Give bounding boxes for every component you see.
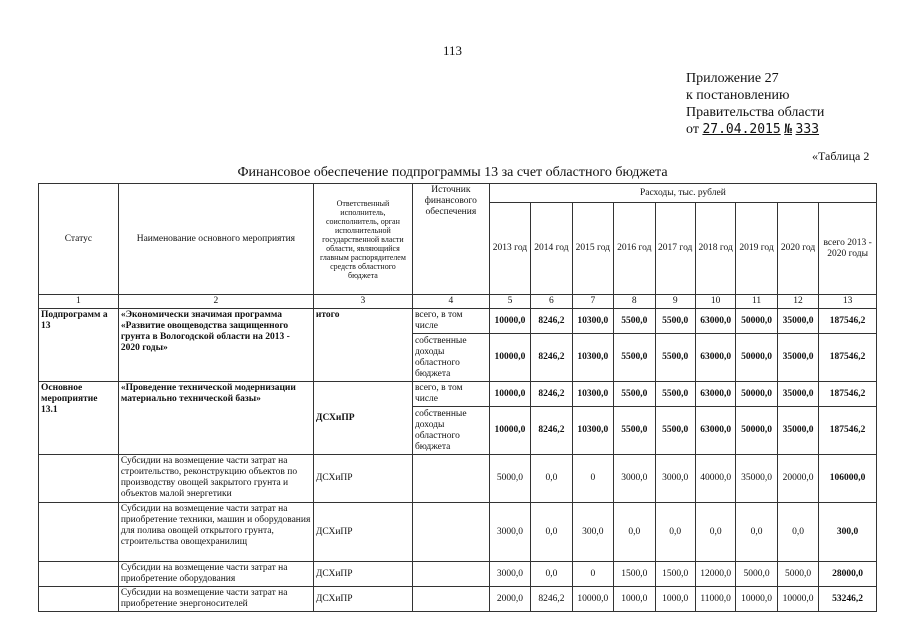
empty-status-cell — [39, 455, 119, 503]
value-cell: 5500,0 — [655, 382, 695, 407]
header-year: 2017 год — [655, 203, 695, 295]
header-year: 2018 год — [695, 203, 735, 295]
value-cell: 0,0 — [655, 503, 695, 562]
total-cell: 300,0 — [819, 503, 877, 562]
page-number: 113 — [442, 43, 463, 58]
value-cell: 10300,0 — [572, 407, 613, 455]
header-year: 2014 год — [531, 203, 572, 295]
subsidy-name-cell: Субсидии на возмещение части затрат на приобретение техники, машин и оборудования для полива овощей открытого грунта, строительства овощехранилищ — [118, 503, 313, 562]
value-cell: 8246,2 — [531, 382, 572, 407]
header-year: 2019 год — [736, 203, 777, 295]
value-cell: 0,0 — [695, 503, 735, 562]
empty-source-cell — [412, 503, 489, 562]
column-number: 11 — [736, 295, 777, 309]
total-cell: 187546,2 — [819, 309, 877, 334]
annex-date-line — [686, 121, 824, 138]
value-cell: 5000,0 — [777, 562, 818, 587]
empty-source-cell — [412, 562, 489, 587]
subsidy-name-cell: Субсидии на возмещение части затрат на приобретение оборудования — [118, 562, 313, 587]
value-cell: 50000,0 — [736, 334, 777, 382]
column-number: 2 — [118, 295, 313, 309]
value-cell: 10300,0 — [572, 309, 613, 334]
column-number: 6 — [531, 295, 572, 309]
value-cell: 40000,0 — [695, 455, 735, 503]
annex-line-2: к постановлению — [686, 88, 790, 103]
total-cell: 28000,0 — [819, 562, 877, 587]
source-cell: всего, в том числе — [412, 382, 489, 407]
financing-table — [38, 183, 877, 612]
executor-cell: ДСХиПР — [313, 503, 412, 562]
value-cell: 5500,0 — [655, 309, 695, 334]
column-number: 5 — [489, 295, 530, 309]
measure-name-cell: «Проведение технической модернизации материально технической базы» — [118, 382, 313, 455]
annex-line-1: Приложение 27 — [686, 71, 779, 86]
value-cell: 63000,0 — [695, 334, 735, 382]
header-year: 2015 год — [572, 203, 613, 295]
value-cell: 10000,0 — [489, 309, 530, 334]
value-cell: 50000,0 — [736, 382, 777, 407]
executor-cell: итого — [313, 309, 412, 382]
value-cell: 3000,0 — [614, 455, 655, 503]
column-number: 13 — [819, 295, 877, 309]
document-title: Финансовое обеспечение подпрограммы 13 за счет областного бюджета — [237, 165, 668, 180]
value-cell: 0,0 — [531, 455, 572, 503]
annex-line-3: Правительства области — [686, 105, 825, 120]
header-name: Наименование основного мероприятия — [118, 184, 313, 295]
header-year: 2016 год — [614, 203, 655, 295]
source-cell: всего, в том числе — [412, 309, 489, 334]
value-cell: 1000,0 — [614, 587, 655, 612]
value-cell: 8246,2 — [531, 587, 572, 612]
header-year: 2020 год — [777, 203, 818, 295]
value-cell: 10000,0 — [777, 587, 818, 612]
column-number: 12 — [777, 295, 818, 309]
value-cell: 8246,2 — [531, 334, 572, 382]
subsidy-name-cell: Субсидии на возмещение части затрат на приобретение энергоносителей — [118, 587, 313, 612]
value-cell: 1500,0 — [614, 562, 655, 587]
total-cell: 187546,2 — [819, 382, 877, 407]
column-number: 10 — [695, 295, 735, 309]
value-cell: 10000,0 — [572, 587, 613, 612]
value-cell: 35000,0 — [777, 382, 818, 407]
total-cell: 106000,0 — [819, 455, 877, 503]
column-number: 7 — [572, 295, 613, 309]
executor-cell: ДСХиПР — [313, 587, 412, 612]
value-cell: 10300,0 — [572, 334, 613, 382]
value-cell: 5000,0 — [736, 562, 777, 587]
annex-number: 333 — [795, 122, 820, 137]
source-cell: собственные доходы областного бюджета — [412, 407, 489, 455]
total-cell: 187546,2 — [819, 407, 877, 455]
value-cell: 0,0 — [531, 503, 572, 562]
value-cell: 63000,0 — [695, 382, 735, 407]
empty-source-cell — [412, 587, 489, 612]
value-cell: 11000,0 — [695, 587, 735, 612]
executor-cell: ДСХиПР — [313, 562, 412, 587]
value-cell: 0,0 — [736, 503, 777, 562]
value-cell: 35000,0 — [777, 334, 818, 382]
value-cell: 35000,0 — [777, 407, 818, 455]
empty-status-cell — [39, 562, 119, 587]
value-cell: 35000,0 — [777, 309, 818, 334]
value-cell: 1000,0 — [655, 587, 695, 612]
status-cell: Подпрограмм а 13 — [39, 309, 119, 382]
header-source: Источник финансового обеспечения — [412, 184, 489, 295]
value-cell: 5500,0 — [614, 382, 655, 407]
value-cell: 5500,0 — [655, 407, 695, 455]
executor-cell: ДСХиПР — [313, 455, 412, 503]
value-cell: 10000,0 — [489, 334, 530, 382]
empty-status-cell — [39, 503, 119, 562]
value-cell: 8246,2 — [531, 407, 572, 455]
value-cell: 5500,0 — [655, 334, 695, 382]
value-cell: 2000,0 — [489, 587, 530, 612]
value-cell: 50000,0 — [736, 309, 777, 334]
source-cell: собственные доходы областного бюджета — [412, 334, 489, 382]
value-cell: 3000,0 — [489, 503, 530, 562]
annex-number-sign: № — [784, 122, 793, 137]
value-cell: 5500,0 — [614, 309, 655, 334]
header-status: Статус — [39, 184, 119, 295]
value-cell: 20000,0 — [777, 455, 818, 503]
column-number: 3 — [313, 295, 412, 309]
value-cell: 63000,0 — [695, 407, 735, 455]
value-cell: 35000,0 — [736, 455, 777, 503]
subsidy-name-cell: Субсидии на возмещение части затрат на строительство, реконструкцию объектов по производству овощей закрытого грунта и объектов малой энергетики — [118, 455, 313, 503]
column-number: 1 — [39, 295, 119, 309]
value-cell: 0,0 — [531, 562, 572, 587]
value-cell: 10000,0 — [489, 407, 530, 455]
value-cell: 50000,0 — [736, 407, 777, 455]
value-cell: 300,0 — [572, 503, 613, 562]
annex-block — [686, 70, 824, 138]
value-cell: 63000,0 — [695, 309, 735, 334]
status-cell: Основное мероприятие 13.1 — [39, 382, 119, 455]
executor-cell: ДСХиПР — [313, 382, 412, 455]
value-cell: 5500,0 — [614, 334, 655, 382]
value-cell: 0 — [572, 455, 613, 503]
annex-from-prefix: от — [686, 122, 699, 137]
total-cell: 187546,2 — [819, 334, 877, 382]
value-cell: 5500,0 — [614, 407, 655, 455]
value-cell: 10000,0 — [736, 587, 777, 612]
value-cell: 0,0 — [777, 503, 818, 562]
table-reference: «Таблица 2 — [812, 149, 870, 163]
header-expenses: Расходы, тыс. рублей — [489, 184, 876, 203]
value-cell: 1500,0 — [655, 562, 695, 587]
value-cell: 5000,0 — [489, 455, 530, 503]
value-cell: 3000,0 — [655, 455, 695, 503]
value-cell: 8246,2 — [531, 309, 572, 334]
column-number: 9 — [655, 295, 695, 309]
value-cell: 10000,0 — [489, 382, 530, 407]
value-cell: 10300,0 — [572, 382, 613, 407]
value-cell: 12000,0 — [695, 562, 735, 587]
empty-status-cell — [39, 587, 119, 612]
value-cell: 0 — [572, 562, 613, 587]
annex-date: 27.04.2015 — [702, 122, 781, 137]
header-total: всего 2013 - 2020 годы — [819, 203, 877, 295]
value-cell: 0,0 — [614, 503, 655, 562]
total-cell: 53246,2 — [819, 587, 877, 612]
header-year: 2013 год — [489, 203, 530, 295]
value-cell: 3000,0 — [489, 562, 530, 587]
column-number: 4 — [412, 295, 489, 309]
empty-source-cell — [412, 455, 489, 503]
header-executor: Ответственный исполнитель, соисполнитель, орган исполнительной государственной власти области, являющийся главным распорядителем средств областного бюджета — [313, 184, 412, 295]
column-number: 8 — [614, 295, 655, 309]
program-name-cell: «Экономически значимая программа «Развитие овощеводства защищенного грунта в Вологодской области на 2013 - 2020 годы» — [118, 309, 313, 382]
